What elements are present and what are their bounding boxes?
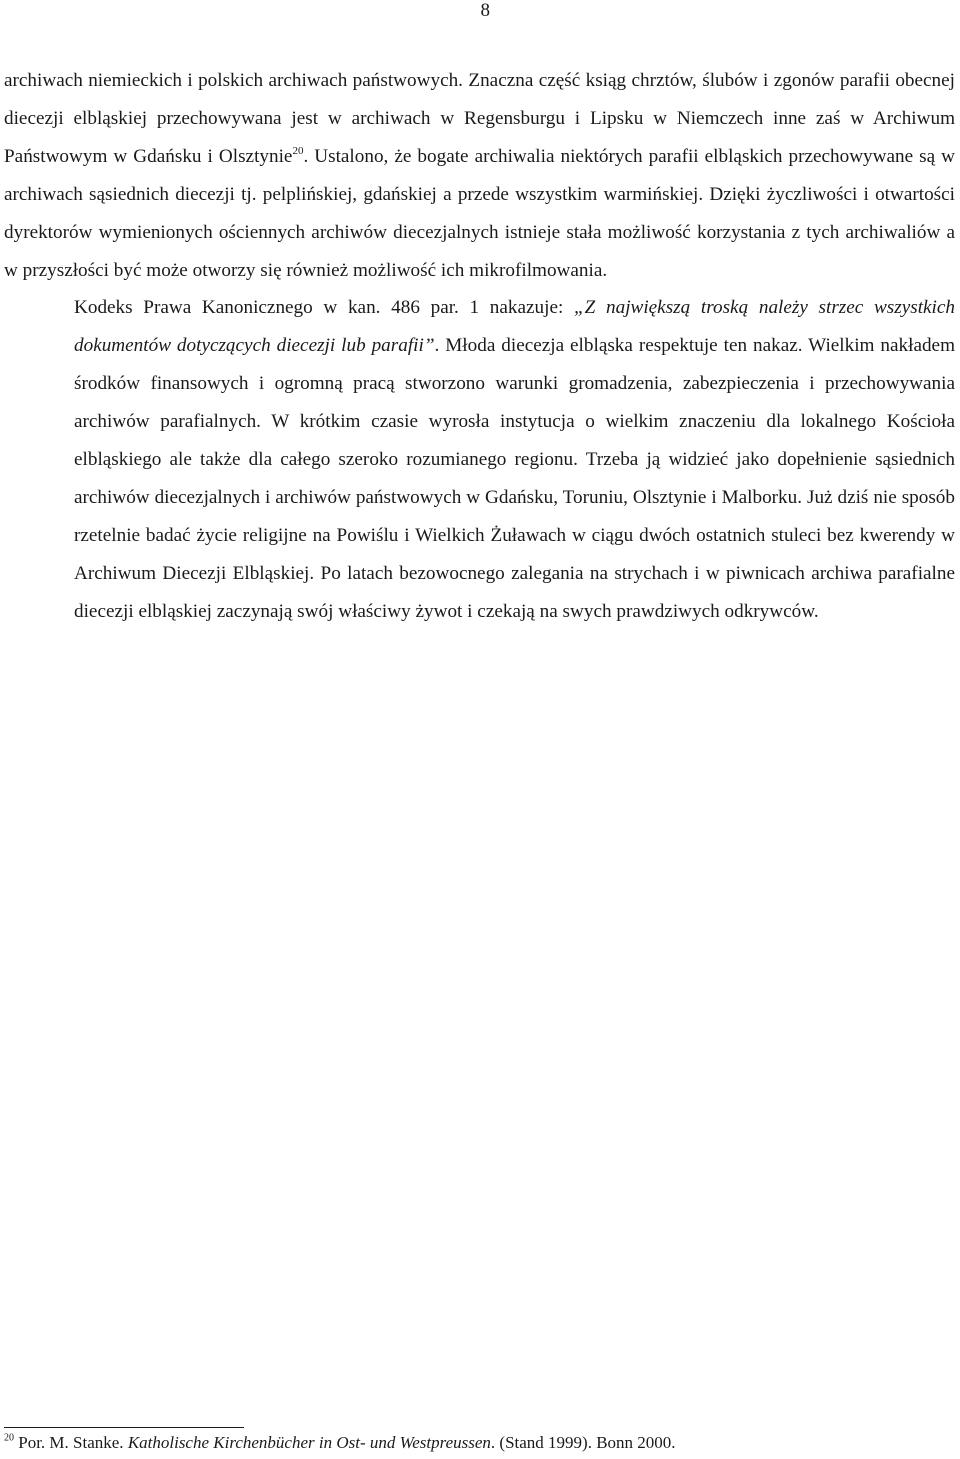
footnote-separator (4, 1427, 244, 1428)
paragraph-2 (4, 289, 955, 630)
footnote-reference: 20 (292, 144, 304, 157)
footnote-book-title: Katholische Kirchenbücher in Ost- und Westpreussen (127, 1433, 491, 1452)
paragraph-2-text-end: . Młoda diecezja elbląska respektuje ten nakaz. Wielkim nakładem środków finansowych i ogromną pracą stworzono warunki gromadzenia, zabezpieczenia i przechowywania archiwów parafialnych. W krótkim czasie wyrosła instytucja o wielkim znaczeniu dla lokalnego Kościoła elbląskiego ale także dla całego szeroko rozumianego regionu. Trzeba ją widzieć jako dopełnienie sąsiednich archiwów diecezjalnych i archiwów państwowych w Gdańsku, Toruniu, Olsztynie i Malborku. Już dziś nie sposób rzetelnie badać życie religijne na Powiślu i Wielkich Żuławach w ciągu dwóch ostatnich stuleci bez kwerendy w Archiwum Diecezji Elbląskiej. Po latach bezowocnego zalegania na strychach i w piwnicach archiwa parafialne diecezji elbląskiej zaczynają swój właściwy żywot i czekają na swych prawdziwych odkrywców. (74, 335, 955, 622)
body-text (4, 62, 955, 631)
paragraph-1-text-start: archiwach niemieckich i polskich archiwach państwowych. Znaczna część ksiąg chrztów, ślubów i zgonów parafii obecnej diecezji elbląskiej przechowywana jest w archiwach w Regensburgu i Lipsku w Niemczech inne zaś w Archiwum Państwowym w Gdańsku i Olsztynie (4, 70, 955, 167)
page-number: 8 (480, 0, 490, 21)
footnote (4, 1432, 676, 1454)
footnote-text-start: Por. M. Stanke. (14, 1433, 128, 1452)
footnote-number: 20 (4, 1432, 14, 1444)
footnote-text-end: . (Stand 1999). Bonn 2000. (490, 1433, 676, 1452)
paragraph-1-text-end: . Ustalono, że bogate archiwalia niektórych parafii elbląskich przechowywane są w archiwach sąsiednich diecezji tj. pelplińskiej, gdańskiej a przede wszystkim warmińskiej. Dzięki życzliwości i otwartości dyrektorów wymienionych ościennych archiwów diecezjalnych istnieje stała możliwość korzystania z tych archiwaliów a w przyszłości być może otworzy się również możliwość ich mikrofilmowania. (4, 145, 956, 281)
paragraph-1 (4, 62, 955, 289)
canon-law-quote: „Z największą troską należy strzec wszystkich dokumentów dotyczących diecezji lub parafii” (74, 297, 955, 357)
paragraph-2-text-start: Kodeks Prawa Kanonicznego w kan. 486 par. 1 nakazuje: (74, 297, 574, 319)
